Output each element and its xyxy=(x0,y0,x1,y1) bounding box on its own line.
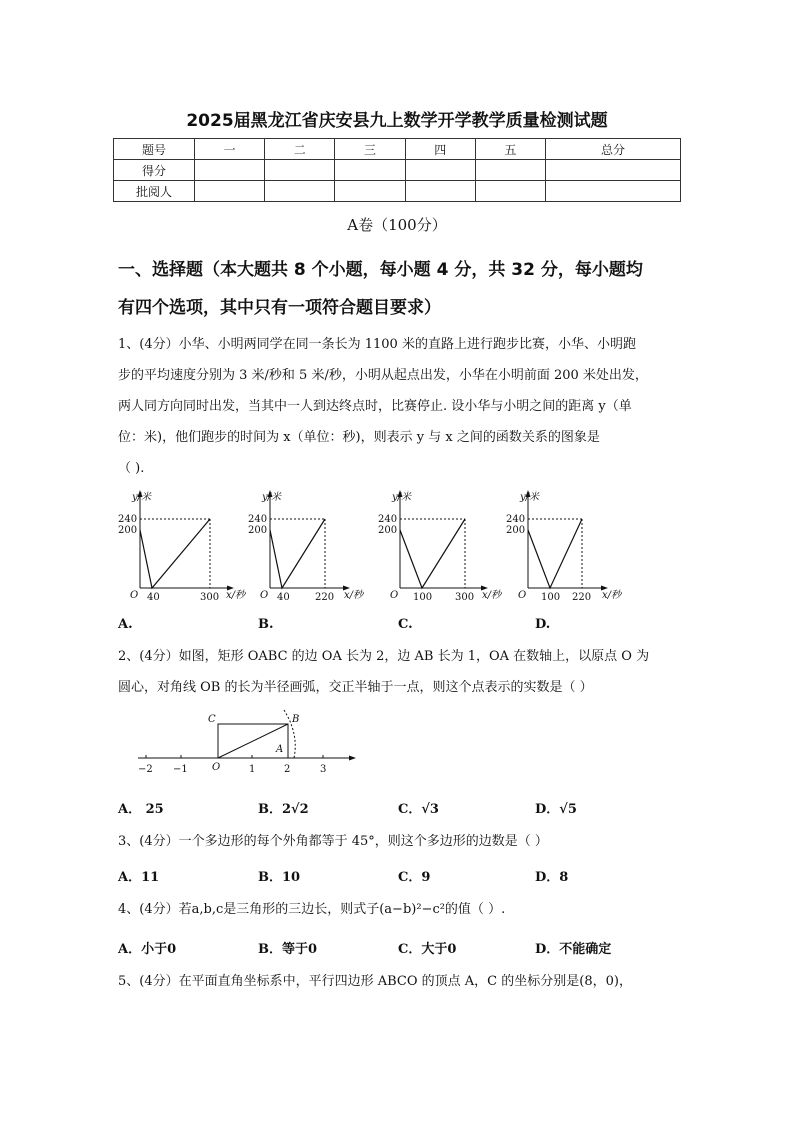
option-b[interactable]: B．等于0 xyxy=(258,942,318,957)
option-a[interactable]: A． 25 xyxy=(118,802,164,817)
option-b[interactable]: B．10 xyxy=(258,870,301,885)
score-cell xyxy=(265,160,335,181)
option-a[interactable]: A．11 xyxy=(118,870,160,885)
y-tick-200: 200 xyxy=(118,525,138,536)
row-label: 得分 xyxy=(114,160,195,181)
graph-c xyxy=(378,488,502,607)
graph-d xyxy=(506,488,630,607)
y-tick-240: 240 xyxy=(118,514,138,525)
graph-b-svg xyxy=(248,488,372,603)
y-tick-240: 240 xyxy=(378,514,398,525)
graph-a-svg xyxy=(118,488,246,603)
y-label: y/米 xyxy=(132,492,152,503)
x-label: x/秒 xyxy=(344,590,364,601)
score-table-header xyxy=(114,139,681,160)
label-a: A xyxy=(276,744,284,755)
q1-line: 步的平均速度分别为 3 米/秒和 5 米/秒，小明从起点出发，小华在小明前面 200 米处出发， xyxy=(118,368,648,383)
label-b: B xyxy=(292,714,300,725)
exam-title: 2025届黑龙江省庆安县九上数学开学教学质量检测试题 xyxy=(186,111,608,131)
graph-line xyxy=(270,519,325,588)
q1-line: 两人同方向同时出发，当其中一人到达终点时，比赛停止. 设小华与小明之间的距离 y（单 xyxy=(118,399,632,414)
origin-label: O xyxy=(260,590,269,601)
header-cell: 四 xyxy=(405,139,475,160)
q1-line: 1、(4分）小华、小明两同学在同一条长为 1100 米的直路上进行跑步比赛，小华、小明跑 xyxy=(118,337,636,352)
option-d[interactable]: D．不能确定 xyxy=(535,942,612,957)
option-d[interactable]: D. xyxy=(535,617,551,632)
reviewer-row xyxy=(114,181,681,202)
score-table xyxy=(113,138,681,202)
tick-label: −1 xyxy=(173,764,188,775)
option-d[interactable]: D．√5 xyxy=(535,802,577,817)
header-cell: 二 xyxy=(265,139,335,160)
label-o: O xyxy=(212,762,221,773)
option-a[interactable]: A．小于0 xyxy=(118,942,177,957)
question-2 xyxy=(118,641,678,703)
option-a[interactable]: A. xyxy=(118,617,133,632)
q2-figure xyxy=(134,706,364,780)
q2-line: 2、(4分）如图，矩形 OABC 的边 OA 长为 2，边 AB 长为 1，OA 在数轴上，以原点 O 为 xyxy=(118,649,650,664)
x-label: x/秒 xyxy=(226,590,246,601)
header-cell: 总分 xyxy=(546,139,681,160)
question-5: 5、(4分）在平面直角坐标系中，平行四边形 ABCO 的顶点 A，C 的坐标分别是(8，0)， xyxy=(118,974,632,989)
part1-heading-line2: 有四个选项，其中只有一项符合题目要求） xyxy=(118,298,441,318)
y-label: y/米 xyxy=(262,492,282,503)
score-cell xyxy=(335,160,405,181)
tick-label: 1 xyxy=(249,764,256,775)
option-c[interactable]: C．√3 xyxy=(398,802,439,817)
origin-label: O xyxy=(518,590,527,601)
graph-c-svg xyxy=(378,488,502,603)
graph-b xyxy=(248,488,372,607)
graph-a xyxy=(118,488,246,607)
tick-label: 3 xyxy=(320,764,327,775)
y-tick-240: 240 xyxy=(248,514,268,525)
x-tick-2: 300 xyxy=(200,592,220,603)
x-label: x/秒 xyxy=(482,590,502,601)
question-3: 3、(4分）一个多边形的每个外角都等于 45°，则这个多边形的边数是（ ） xyxy=(118,834,548,849)
option-d[interactable]: D．8 xyxy=(535,870,569,885)
question-1 xyxy=(118,329,678,484)
question-4: 4、(4分）若a,b,c是三角形的三边长，则式子(a−b)²−c²的值（ ）. xyxy=(118,902,506,917)
header-cell: 五 xyxy=(475,139,545,160)
header-cell: 题号 xyxy=(114,139,195,160)
score-cell xyxy=(335,181,405,202)
origin-label: O xyxy=(130,590,139,601)
y-tick-200: 200 xyxy=(378,525,398,536)
q1-line: 位：米)，他们跑步的时间为 x（单位：秒)，则表示 y 与 x 之间的函数关系的图象是 xyxy=(118,430,600,445)
section-a-title: A卷（100分） xyxy=(347,216,447,234)
score-cell xyxy=(195,160,265,181)
option-c[interactable]: C．9 xyxy=(398,870,431,885)
part1-heading-line1: 一、选择题（本大题共 8 个小题，每小题 4 分，共 32 分，每小题均 xyxy=(118,260,643,280)
header-cell: 三 xyxy=(335,139,405,160)
score-cell xyxy=(546,160,681,181)
score-cell xyxy=(475,181,545,202)
option-c[interactable]: C. xyxy=(398,617,413,632)
q2-figure-svg xyxy=(134,706,364,776)
y-label: y/米 xyxy=(392,492,412,503)
option-b[interactable]: B. xyxy=(258,617,274,632)
score-cell xyxy=(546,181,681,202)
x-tick-1: 40 xyxy=(277,592,290,603)
option-b[interactable]: B．2√2 xyxy=(258,802,309,817)
x-tick-1: 100 xyxy=(541,592,561,603)
tick-label: −2 xyxy=(138,764,153,775)
graph-line xyxy=(140,519,210,588)
score-cell xyxy=(405,160,475,181)
q2-line: 圆心，对角线 OB 的长为半径画弧，交正半轴于一点，则这个点表示的实数是（ ） xyxy=(118,680,593,695)
score-cell xyxy=(195,181,265,202)
x-label: x/秒 xyxy=(602,590,622,601)
y-tick-240: 240 xyxy=(506,514,526,525)
tick-label: 2 xyxy=(284,764,291,775)
x-tick-1: 40 xyxy=(147,592,160,603)
score-cell xyxy=(475,160,545,181)
number-line-arrow xyxy=(349,756,356,761)
x-tick-2: 220 xyxy=(315,592,335,603)
x-tick-1: 100 xyxy=(413,592,433,603)
y-tick-200: 200 xyxy=(506,525,526,536)
x-tick-2: 300 xyxy=(455,592,475,603)
header-cell: 一 xyxy=(195,139,265,160)
graph-d-svg xyxy=(506,488,630,603)
x-tick-2: 220 xyxy=(572,592,592,603)
option-c[interactable]: C．大于0 xyxy=(398,942,457,957)
origin-label: O xyxy=(390,590,399,601)
label-c: C xyxy=(208,714,216,725)
score-cell xyxy=(405,181,475,202)
score-cell xyxy=(265,181,335,202)
y-tick-200: 200 xyxy=(248,525,268,536)
graph-line xyxy=(400,519,465,588)
row-label: 批阅人 xyxy=(114,181,195,202)
graph-line xyxy=(528,519,582,588)
y-label: y/米 xyxy=(520,492,540,503)
q1-line: （ ). xyxy=(118,461,145,476)
score-row xyxy=(114,160,681,181)
